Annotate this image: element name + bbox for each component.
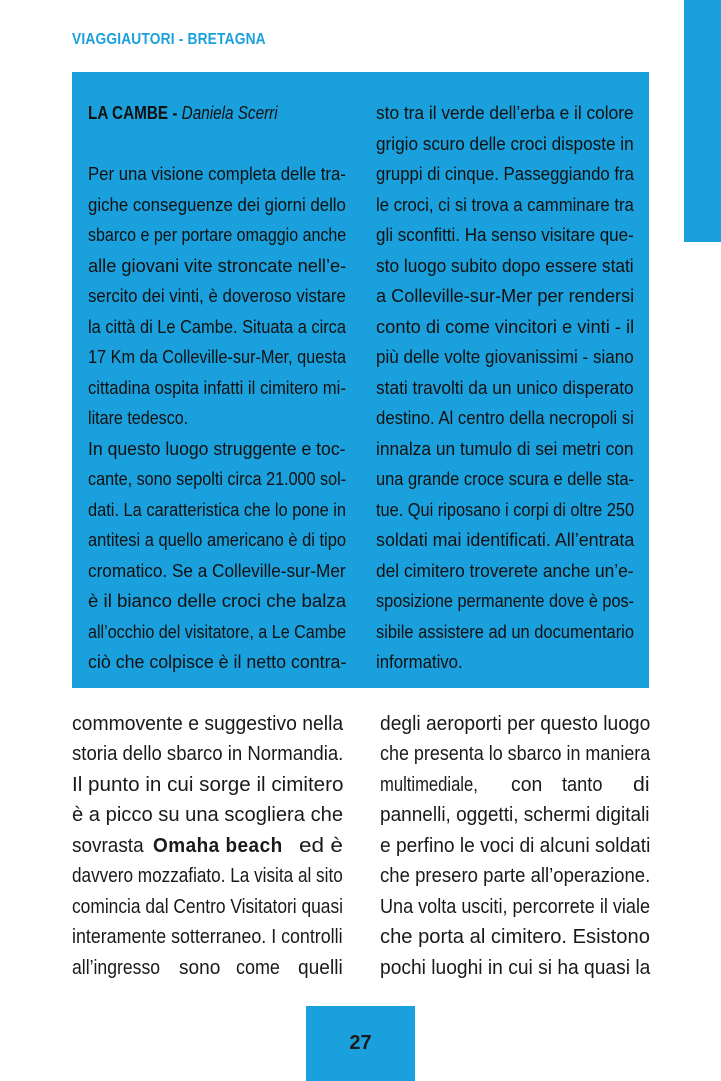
body-line: che presenta lo sbarco in maniera xyxy=(380,743,651,765)
box-line: una grande croce scura e delle sta- xyxy=(376,468,635,489)
box-line: informativo. xyxy=(376,651,463,672)
box-line: antitesi a quello americano è di tipo xyxy=(88,529,347,550)
box-line: 17 Km da Colleville-sur-Mer, questa xyxy=(88,346,347,367)
box-line: dati. La caratteristica che lo pone in xyxy=(88,499,347,520)
box-line: alle giovani vite stroncate nell’e- xyxy=(88,255,347,276)
box-line: grigio scuro delle croci disposte in xyxy=(376,133,634,154)
box-line: In questo luogo struggente e toc- xyxy=(88,438,346,459)
box-line: più delle volte giovanissimi - siano xyxy=(376,346,634,367)
box-heading xyxy=(88,104,278,123)
box-line: soldati mai identificati. All’entrata xyxy=(376,529,635,550)
box-line: sercito dei vinti, è doveroso vistare xyxy=(88,285,346,306)
box-line: del cimitero troverete anche un’e- xyxy=(376,560,634,581)
body-word: quelli xyxy=(298,957,343,979)
box-line: sibile assistere ad un documentario xyxy=(376,621,634,642)
box-line: gli sconfitti. Ha senso visitare que- xyxy=(376,224,634,245)
body-word: come xyxy=(236,957,280,979)
box-line: a Colleville-sur-Mer per rendersi xyxy=(376,285,635,306)
box-line: cromatico. Se a Colleville-sur-Mer xyxy=(88,560,346,581)
box-author: Daniela Scerri xyxy=(181,102,278,123)
body-line: comincia dal Centro Visitatori quasi xyxy=(72,896,344,918)
body-word: sono xyxy=(179,957,221,979)
body-line: interamente sotterraneo. I controlli xyxy=(72,926,343,948)
box-line: litare tedesco. xyxy=(88,407,189,428)
box-line: ciò che colpisce è il netto contra- xyxy=(88,651,347,672)
body-line: davvero mozzafiato. La visita al sito xyxy=(72,865,343,887)
box-line: cittadina ospita infatti il cimitero mi- xyxy=(88,377,346,398)
box-line: sbarco e per portare omaggio anche xyxy=(88,224,347,245)
box-line: all’occhio del visitatore, a Le Cambe xyxy=(88,621,347,642)
body-word: multimediale, xyxy=(380,774,478,796)
box-line: cante, sono sepolti circa 21.000 sol- xyxy=(88,468,347,489)
box-line: Per una visione completa delle tra- xyxy=(88,163,346,184)
box-line: conto di come vincitori e vinti - il xyxy=(376,316,635,337)
box-line: la città di Le Cambe. Situata a circa xyxy=(88,316,347,337)
box-line: sto tra il verde dell’erba e il colore xyxy=(376,102,634,123)
body-line: che presero parte all’operazione. xyxy=(380,865,651,887)
box-line: gruppi di cinque. Passeggiando fra xyxy=(376,163,634,184)
box-line: innalza un tumulo di sei metri con xyxy=(376,438,634,459)
box-line: le croci, ci si trova a camminare tra xyxy=(376,194,634,215)
body-line: che porta al cimitero. Esistono xyxy=(380,926,650,948)
box-title: LA CAMBE - xyxy=(88,102,182,123)
body-line: storia dello sbarco in Normandia. xyxy=(72,743,344,765)
body-line: pannelli, oggetti, schermi digitali xyxy=(380,804,650,826)
body-word: con xyxy=(511,774,543,796)
page-number-label: 27 xyxy=(349,1032,372,1054)
page-number xyxy=(306,1006,415,1081)
running-header: VIAGGIAUTORI - BRETAGNA xyxy=(72,31,266,48)
box-line: giche conseguenze dei giorni dello xyxy=(88,194,346,215)
side-tab-marker xyxy=(684,0,721,242)
box-line: sto luogo subito dopo essere stati xyxy=(376,255,634,276)
omaha-beach-emphasis: Omaha beach xyxy=(153,835,283,857)
body-word: di xyxy=(633,774,650,796)
body-word: all’ingresso xyxy=(72,957,161,979)
body-word: tanto xyxy=(562,774,603,796)
body-line: pochi luoghi in cui si ha quasi la xyxy=(380,957,651,979)
body-line: e perfino le voci di alcuni soldati xyxy=(380,835,651,857)
body-line: Una volta usciti, percorrete il viale xyxy=(380,896,651,918)
box-line: sposizione permanente dove è pos- xyxy=(376,590,635,611)
box-line: tue. Qui riposano i corpi di oltre 250 xyxy=(376,499,635,520)
body-line: Il punto in cui sorge il cimitero xyxy=(72,774,344,796)
body-word: ed è xyxy=(299,835,343,857)
box-line: stati travolti da un unico disperato xyxy=(376,377,634,398)
body-line: commovente e suggestivo nella xyxy=(72,713,344,735)
body-line: degli aeroporti per questo luogo xyxy=(380,713,651,735)
box-line: destino. Al centro della necropoli si xyxy=(376,407,634,428)
body-word: sovrasta xyxy=(72,835,144,857)
box-line: è il bianco delle croci che balza xyxy=(88,590,347,611)
body-line: è a picco su una scogliera che xyxy=(72,804,344,826)
